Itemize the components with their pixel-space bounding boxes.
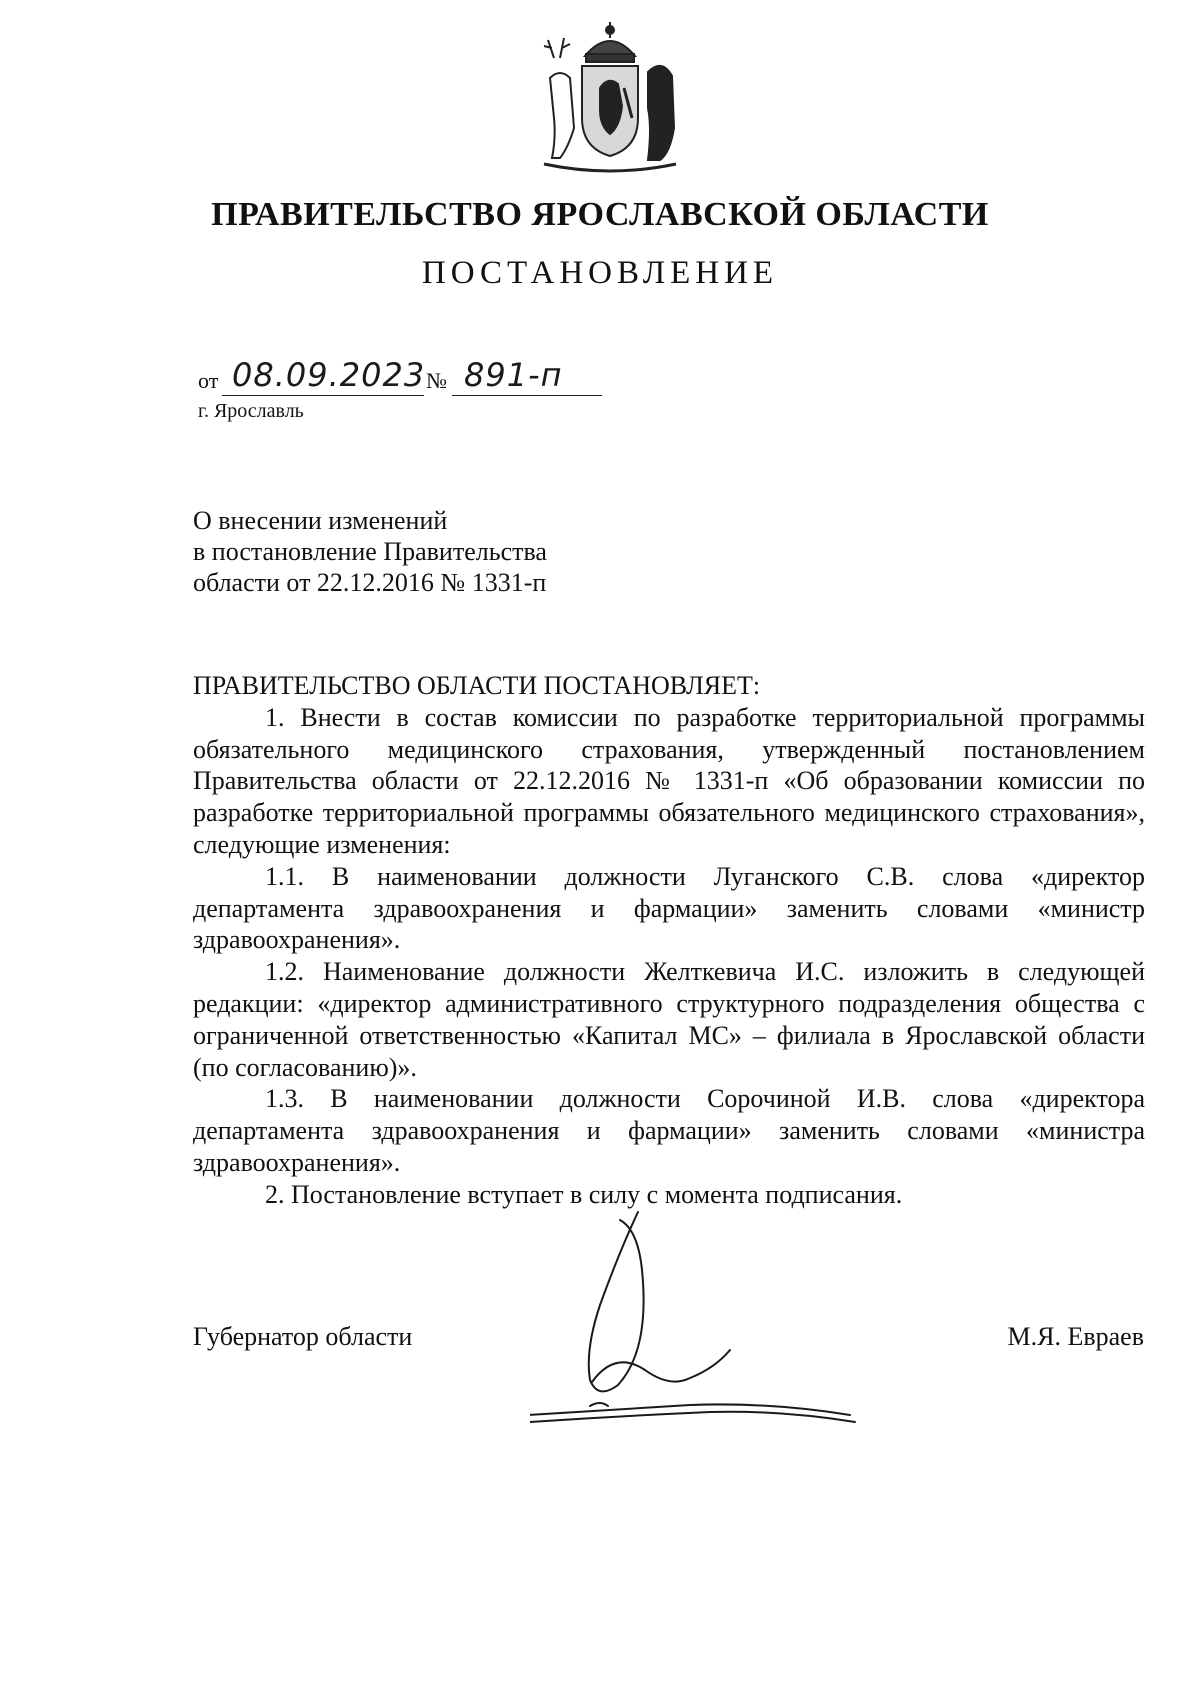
subject-line: в постановление Правительства [193, 537, 547, 566]
date-value: 08.09.2023 [232, 356, 426, 394]
paragraph: 1.3. В наименовании должности Сорочиной И.В. слова «директора департамента здравоохранения и фармации» заменить словами «министра здравоохранения». [193, 1084, 1145, 1177]
document-body [193, 670, 1145, 1211]
paragraph: 2. Постановление вступает в силу с момента подписания. [265, 1179, 903, 1209]
decree-heading: ПРАВИТЕЛЬСТВО ОБЛАСТИ ПОСТАНОВЛЯЕТ: [193, 671, 761, 700]
subject-line: О внесении изменений [193, 506, 448, 535]
number-value: 891-п [464, 356, 563, 394]
document-subject [193, 505, 547, 598]
signatory-position: Губернатор области [193, 1322, 413, 1351]
paragraph: 1.2. Наименование должности Желткевича И.С. изложить в следующей редакции: «директор административного структурного подразделения общества с ограниченной ответственностью «Капитал МС» – филиала в Ярославской области (по согласованию)». [193, 957, 1145, 1082]
paragraph: 1. Внести в состав комиссии по разработке территориальной программы обязательного медицинского страхования, утвержденный постановлением Правительства области от 22.12.2016 № 1331-п «Об образовании комиссии по разработке территориальной программы обязательного медицинского страхования», следующие изменения: [193, 702, 1145, 859]
subject-line: области от 22.12.2016 № 1331-п [193, 568, 547, 597]
date-label: от [198, 368, 219, 393]
registration-line [198, 352, 718, 402]
coat-of-arms-icon [530, 18, 690, 178]
date-underline [222, 395, 424, 396]
signatory-name: М.Я. Евраев [1007, 1322, 1144, 1351]
document-type: ПОСТАНОВЛЕНИЕ [421, 255, 779, 291]
number-label: № [426, 368, 447, 393]
paragraph: 1.1. В наименовании должности Луганского С.В. слова «директор департамента здравоохранения и фармации» заменить словами «министр здравоохранения». [193, 861, 1145, 955]
city-name: г. Ярославль [198, 400, 304, 422]
government-title: ПРАВИТЕЛЬСТВО ЯРОСЛАВСКОЙ ОБЛАСТИ [211, 196, 989, 233]
handwritten-signature-icon [530, 1210, 910, 1470]
number-underline [452, 395, 602, 396]
